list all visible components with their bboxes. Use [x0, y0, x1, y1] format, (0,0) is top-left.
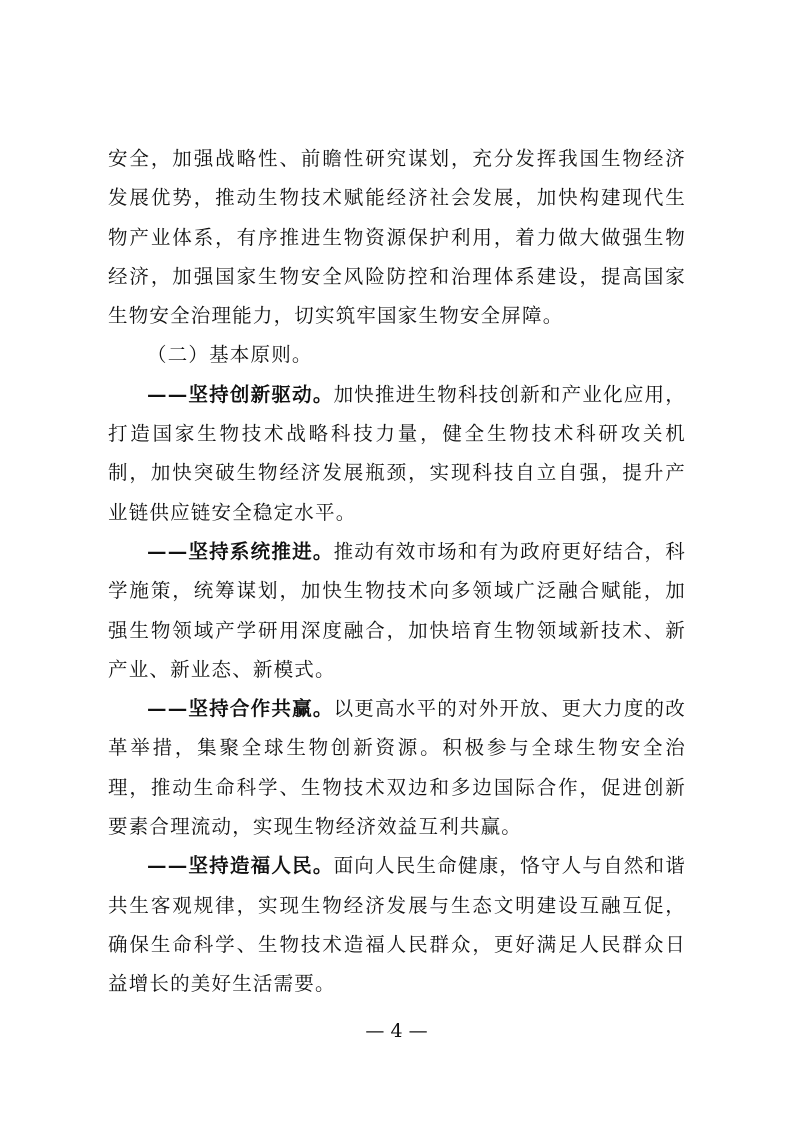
paragraph-continuation — [108, 139, 686, 335]
principle-text: 面向人民生命健康，恪守人与自然和谐共生客观规律，实现生物经济发展与生态文明建设互融互促，确保生命科学、生物技术造福人民群众，更好满足人民群众日益增长的美好生活需要。 — [108, 854, 686, 996]
paragraph-text: 安全，加强战略性、前瞻性研究谋划，充分发挥我国生物经济发展优势，推动生物技术赋能经济社会发展，加快构建现代生物产业体系，有序推进生物资源保护利用，着力做大做强生物经济，加强国家生物安全风险防控和治理体系建设，提高国家生物安全治理能力，切实筑牢国家生物安全屏障。 — [108, 147, 686, 328]
principle-lead: ——坚持合作共赢。 — [147, 697, 334, 721]
principle-lead: ——坚持造福人民。 — [147, 854, 334, 878]
principle-innovation — [108, 375, 686, 532]
principle-systematic — [108, 532, 686, 689]
principle-people — [108, 846, 686, 1003]
section-heading-basic-principles — [108, 335, 686, 374]
principle-text: 以更高水平的对外开放、更大力度的改革举措，集聚全球生物创新资源。积极参与全球生物安全治理，推动生命科学、生物技术双边和多边国际合作，促进创新要素合理流动，实现生物经济效益互利共赢。 — [108, 697, 686, 839]
section-heading-text: （二）基本原则。 — [147, 343, 313, 367]
principle-lead: ——坚持系统推进。 — [147, 539, 334, 563]
principle-lead: ——坚持创新驱动。 — [147, 382, 334, 406]
page-number: — 4 — — [365, 1020, 428, 1042]
document-body — [108, 139, 686, 1004]
principle-cooperation — [108, 689, 686, 846]
principle-text: 加快推进生物科技创新和产业化应用，打造国家生物技术战略科技力量，健全生物技术科研攻关机制，加快突破生物经济发展瓶颈，实现科技自立自强，提升产业链供应链安全稳定水平。 — [108, 382, 686, 524]
principle-text: 推动有效市场和有为政府更好结合，科学施策，统筹谋划，加快生物技术向多领域广泛融合赋能，加强生物领域产学研用深度融合，加快培育生物领域新技术、新产业、新业态、新模式。 — [108, 539, 686, 681]
